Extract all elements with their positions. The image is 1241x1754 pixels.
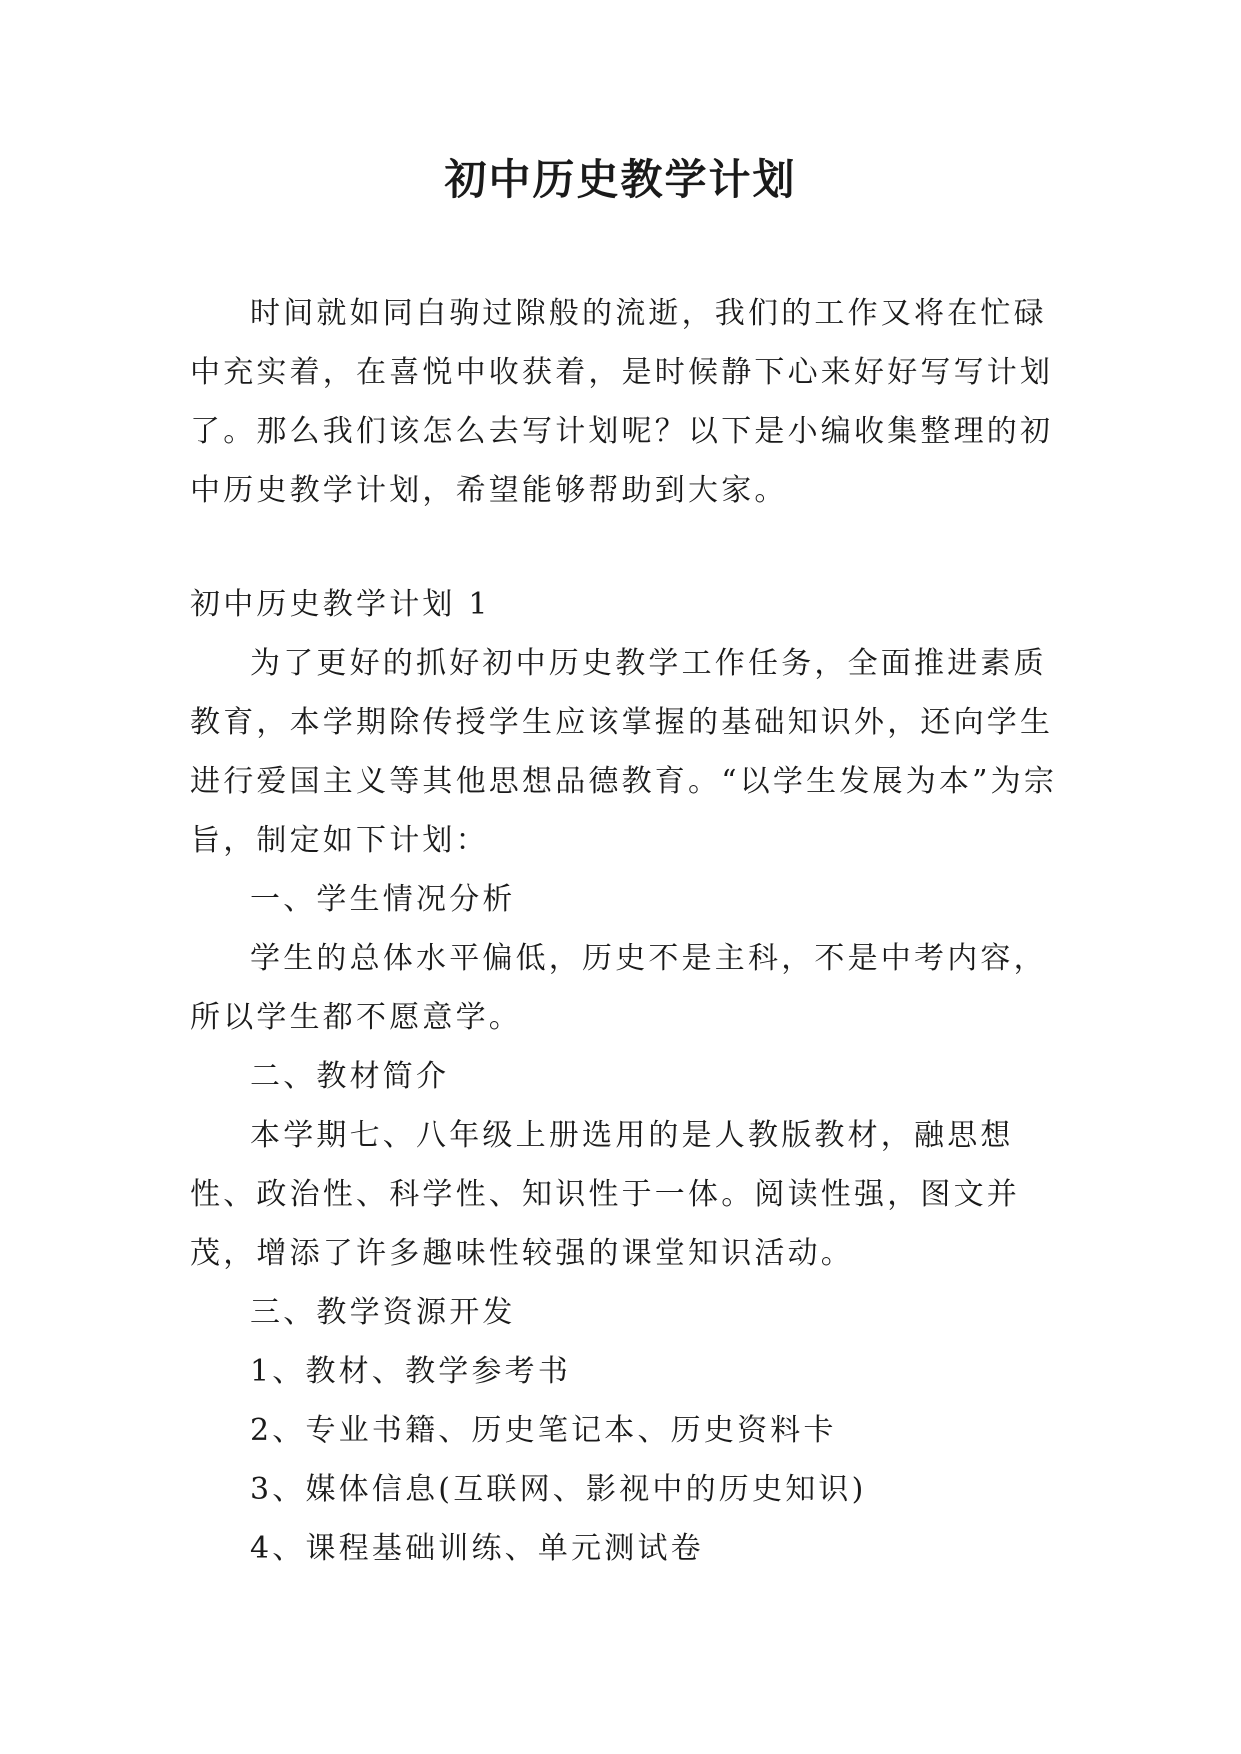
- body-paragraph: 学生的总体水平偏低，历史不是主科，不是中考内容，所以学生都不愿意学。: [190, 941, 1047, 1035]
- document-body: [190, 284, 1058, 1578]
- document-title: 初中历史教学计划: [444, 155, 797, 204]
- list-item: 1、教材、教学参考书: [250, 1354, 572, 1389]
- intro-paragraph: 时间就如同白驹过隙般的流逝，我们的工作又将在忙碌中充实着，在喜悦中收获着，是时候静下心来好好写写计划了。那么我们该怎么去写计划呢？以下是小编收集整理的初中历史教学计划，希望能够帮助到大家。: [190, 296, 1054, 508]
- subheading-teaching-resources: 三、教学资源开发: [250, 1295, 516, 1330]
- list-item: 2、专业书籍、历史笔记本、历史资料卡: [250, 1413, 837, 1448]
- subheading-textbook-intro: 二、教材简介: [250, 1059, 450, 1094]
- subheading-student-analysis: 一、学生情况分析: [250, 882, 516, 917]
- list-item: 4、课程基础训练、单元测试卷: [250, 1531, 704, 1566]
- body-paragraph: 本学期七、八年级上册选用的是人教版教材，融思想性、政治性、科学性、知识性于一体。阅读性强，图文并茂，增添了许多趣味性较强的课堂知识活动。: [190, 1118, 1020, 1271]
- body-paragraph: 为了更好的抓好初中历史教学工作任务，全面推进素质教育，本学期除传授学生应该掌握的基础知识外，还向学生进行爱国主义等其他思想品德教育。“以学生发展为本”为宗旨，制定如下计划：: [190, 646, 1058, 858]
- section-title: 初中历史教学计划 1: [190, 587, 491, 622]
- list-item: 3、媒体信息(互联网、影视中的历史知识): [250, 1472, 867, 1507]
